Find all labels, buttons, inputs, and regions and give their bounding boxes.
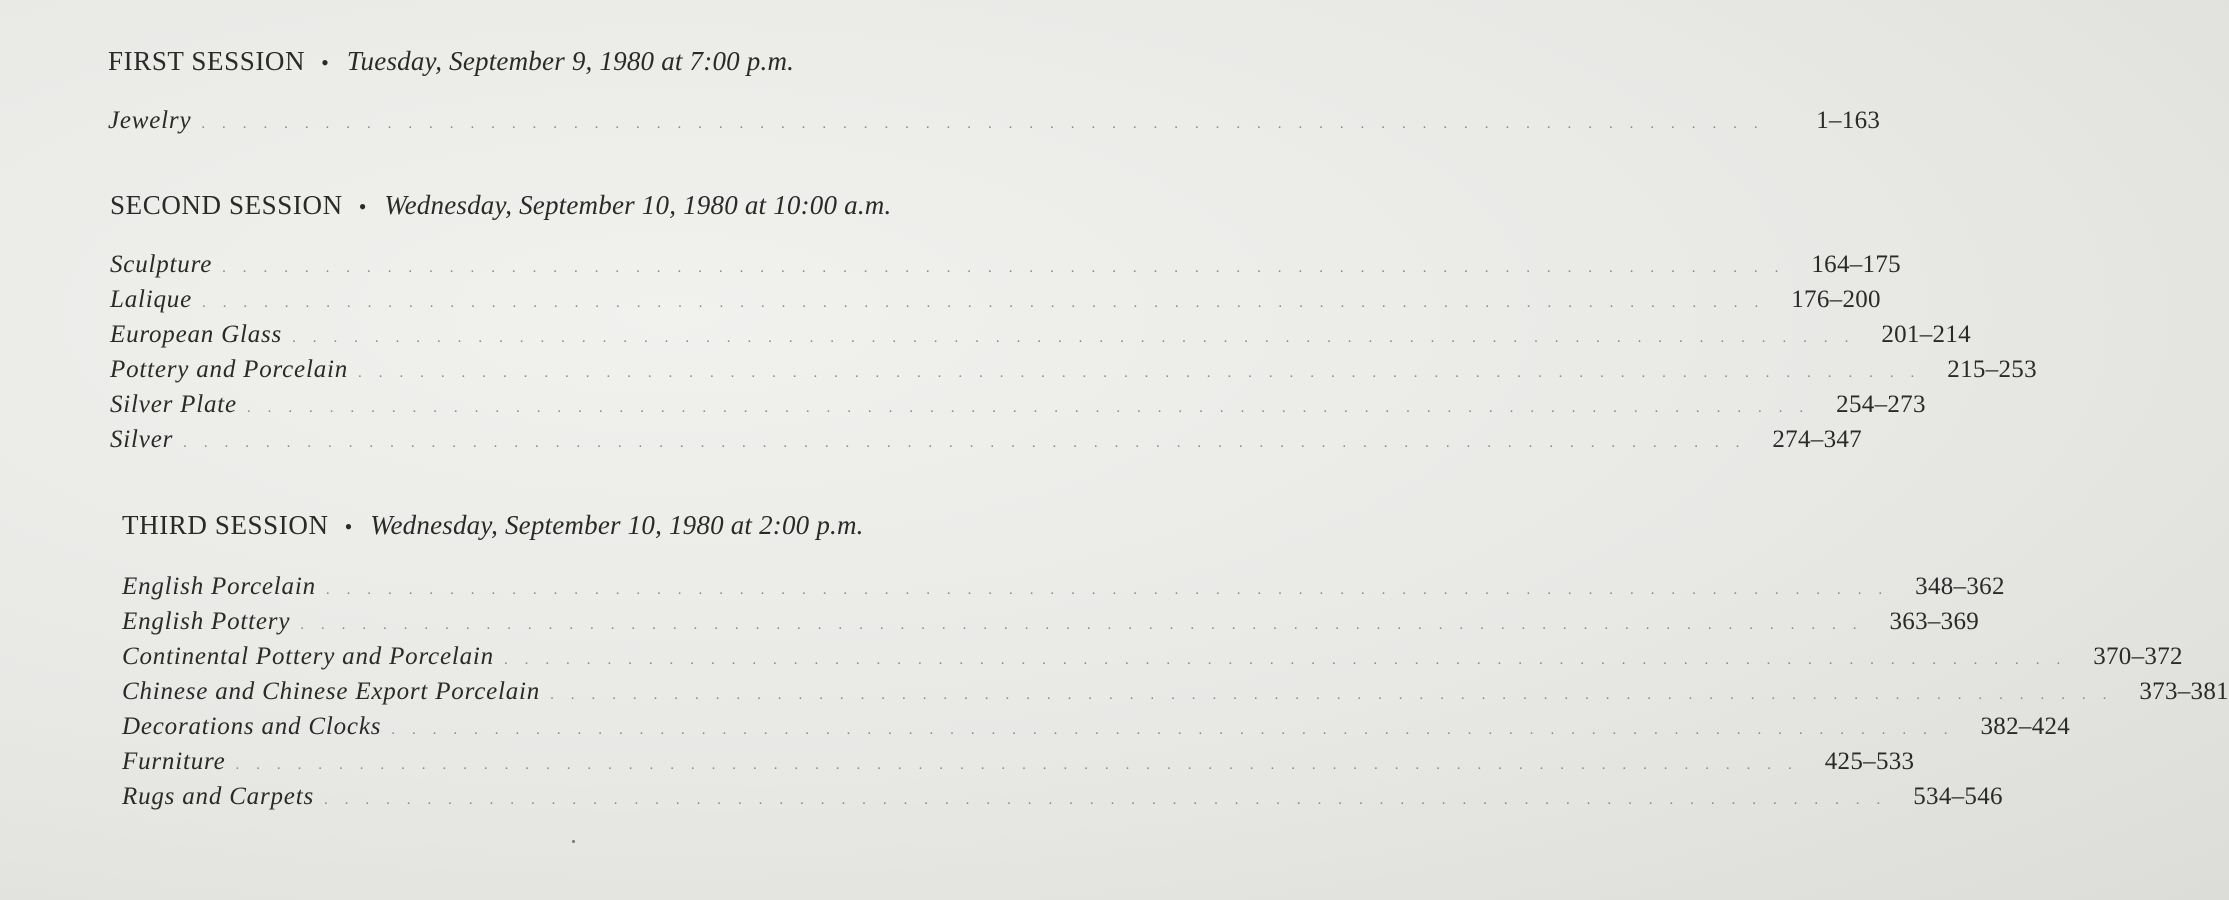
toc-entry bbox=[110, 391, 1926, 426]
entry-lot-range: 370–372 bbox=[2093, 643, 2183, 670]
session-entries bbox=[122, 573, 2229, 818]
session-title: SECOND SESSION bbox=[110, 190, 343, 220]
entry-lot-range: 254–273 bbox=[1836, 391, 1926, 418]
entry-lot-range: 534–546 bbox=[1913, 783, 2003, 810]
dot-leader: . . . . . . . . . . . . . . . . . . . . . . . . . . . . . . . . . . . . . . . . . . . . . . . . . . . . . . . . . . . . . . . . . . . . . . . . . . . . bbox=[292, 330, 1855, 346]
entry-lot-range: 164–175 bbox=[1811, 251, 1901, 278]
session-date: Wednesday, September 10, 1980 at 2:00 p.m. bbox=[370, 510, 864, 540]
dot-leader: . . . . . . . . . . . . . . . . . . . . . . . . . . . . . . . . . . . . . . . . . . . . . . . . . . . . . . . . . . . . . . . . . . . . . . . . . . . . bbox=[358, 365, 1921, 381]
toc-entry bbox=[122, 748, 1915, 783]
toc-entry bbox=[122, 678, 2229, 713]
session-date: Tuesday, September 9, 1980 at 7:00 p.m. bbox=[346, 46, 795, 76]
entry-title: Rugs and Carpets bbox=[122, 783, 314, 810]
toc-entry bbox=[122, 608, 1980, 643]
entry-lot-range: 363–369 bbox=[1889, 608, 1980, 635]
session-entries bbox=[110, 251, 2037, 461]
session-heading bbox=[108, 46, 1044, 77]
bullet-separator: • bbox=[358, 194, 367, 219]
session-title: THIRD SESSION bbox=[122, 510, 329, 540]
entry-title: Silver bbox=[110, 426, 174, 453]
entry-title: Continental Pottery and Porcelain bbox=[122, 643, 494, 670]
entry-lot-range: 348–362 bbox=[1915, 573, 2005, 600]
dot-leader: . . . . . . . . . . . . . . . . . . . . . . . . . . . . . . . . . . . . . . . . . . . . . . . . . . . . . . . . . . . . . . . . . . . . . . . . . . . . bbox=[503, 652, 2067, 668]
session-title: FIRST SESSION bbox=[108, 46, 306, 76]
dot-leader: . . . . . . . . . . . . . . . . . . . . . . . . . . . . . . . . . . . . . . . . . . . . . . . . . . . . . . . . . . . . . . . . . . . . . . . . . . . . bbox=[222, 260, 1785, 276]
toc-entry bbox=[122, 713, 2071, 748]
session-heading bbox=[110, 190, 1036, 221]
dot-leader: . . . . . . . . . . . . . . . . . . . . . . . . . . . . . . . . . . . . . . . . . . . . . . . . . . . . . . . . . . . . . . . . . . . . . . . . . . . . bbox=[202, 295, 1765, 311]
entry-lot-range: 201–214 bbox=[1881, 321, 1971, 348]
entry-lot-range: 176–200 bbox=[1791, 286, 1881, 313]
dot-leader: . . . . . . . . . . . . . . . . . . . . . . . . . . . . . . . . . . . . . . . . . . . . . . . . . . . . . . . . . . . . . . . . . . . . . . . . . . . . bbox=[391, 722, 1955, 738]
toc-entry bbox=[110, 356, 2037, 391]
entry-title: European Glass bbox=[110, 321, 283, 348]
toc-entry bbox=[110, 426, 1862, 461]
toc-entry bbox=[108, 107, 1881, 142]
entry-lot-range: 215–253 bbox=[1947, 356, 2037, 383]
toc-entry bbox=[122, 643, 2183, 678]
bullet-separator: • bbox=[344, 514, 353, 539]
entry-title: Sculpture bbox=[110, 251, 213, 278]
dot-leader: . . . . . . . . . . . . . . . . . . . . . . . . . . . . . . . . . . . . . . . . . . . . . . . . . . . . . . . . . . . . . . . . . . . . . . . . . . . . bbox=[183, 435, 1746, 451]
entry-lot-range: 373–381 bbox=[2139, 678, 2229, 705]
entry-lot-range: 382–424 bbox=[1980, 713, 2071, 740]
entry-title: Jewelry bbox=[108, 107, 192, 134]
session-date: Wednesday, September 10, 1980 at 10:00 a.m. bbox=[384, 190, 892, 220]
dot-leader: . . . . . . . . . . . . . . . . . . . . . . . . . . . . . . . . . . . . . . . . . . . . . . . . . . . . . . . . . . . . . . . . . . . . . . . . . . . . bbox=[323, 792, 1887, 808]
session-first bbox=[108, 46, 1881, 142]
toc-entry bbox=[110, 321, 1971, 356]
entry-title: Silver Plate bbox=[110, 391, 237, 418]
toc-entry bbox=[122, 573, 2005, 608]
toc-entry bbox=[110, 251, 1901, 286]
entry-title: English Porcelain bbox=[122, 573, 316, 600]
entry-title: English Pottery bbox=[122, 608, 291, 635]
session-third bbox=[122, 510, 2229, 818]
entry-lot-range: 274–347 bbox=[1772, 426, 1862, 453]
dot-leader: . . . . . . . . . . . . . . . . . . . . . . . . . . . . . . . . . . . . . . . . . . . . . . . . . . . . . . . . . . . . . . . . . . . . . . . . . . . . bbox=[300, 617, 1864, 633]
entry-lot-range: 425–533 bbox=[1824, 748, 1915, 775]
bullet-separator: • bbox=[321, 50, 329, 75]
session-second bbox=[110, 190, 2037, 461]
entry-title: Decorations and Clocks bbox=[122, 713, 382, 740]
session-entries bbox=[108, 107, 1881, 142]
entry-title: Pottery and Porcelain bbox=[110, 356, 349, 383]
dot-leader: . . . . . . . . . . . . . . . . . . . . . . . . . . . . . . . . . . . . . . . . . . . . . . . . . . . . . . . . . . . . . . . . . . . . . . . . . . . . bbox=[325, 582, 1889, 598]
page-mark bbox=[572, 840, 575, 843]
dot-leader: . . . . . . . . . . . . . . . . . . . . . . . . . . . . . . . . . . . . . . . . . . . . . . . . . . . . . . . . . . . . . . . . . . . . . . . . . . . . bbox=[246, 400, 1810, 416]
entry-title: Furniture bbox=[122, 748, 226, 775]
dot-leader: . . . . . . . . . . . . . . . . . . . . . . . . . . . . . . . . . . . . . . . . . . . . . . . . . . . . . . . . . . . . . . . . . . . . . . . . . . . . bbox=[201, 116, 1765, 132]
dot-leader: . . . . . . . . . . . . . . . . . . . . . . . . . . . . . . . . . . . . . . . . . . . . . . . . . . . . . . . . . . . . . . . . . . . . . . . . . . . . bbox=[550, 687, 2113, 703]
dot-leader: . . . . . . . . . . . . . . . . . . . . . . . . . . . . . . . . . . . . . . . . . . . . . . . . . . . . . . . . . . . . . . . . . . . . . . . . . . . . bbox=[235, 757, 1799, 773]
toc-entry bbox=[122, 783, 2003, 818]
entry-title: Chinese and Chinese Export Porcelain bbox=[122, 678, 541, 705]
entry-lot-range: 1–163 bbox=[1816, 107, 1881, 134]
toc-entry bbox=[110, 286, 1881, 321]
entry-title: Lalique bbox=[110, 286, 192, 313]
session-heading bbox=[122, 510, 1028, 541]
